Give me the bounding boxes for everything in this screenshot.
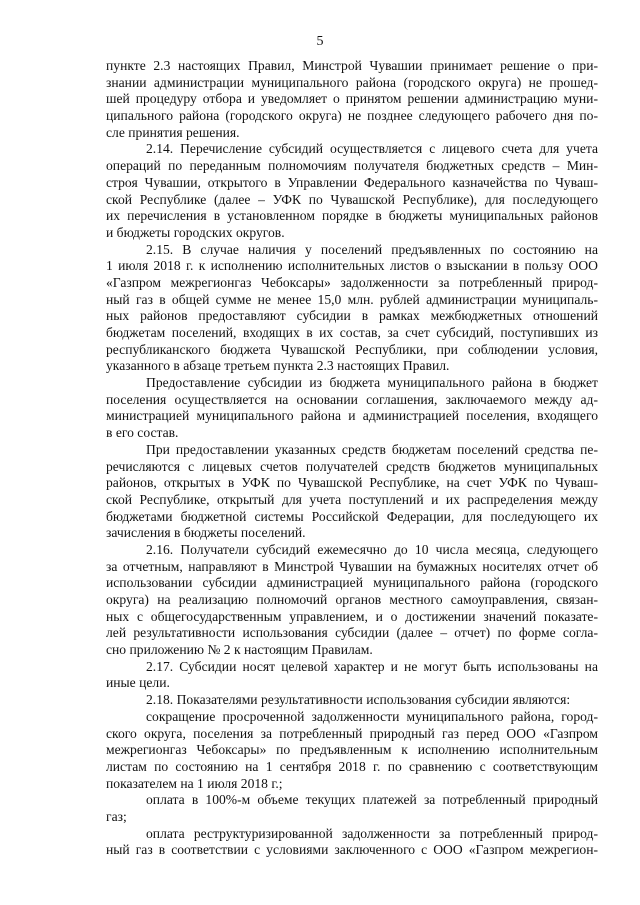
text-line: 2.16. Получатели субсидий ежемесячно до 10 числа месяца, следующего [146,541,598,557]
text-line: поселения осуществляется на основании соглашения, заключаемого между ад- [106,391,598,407]
text-line: сокращение просроченной задолженности муниципального района, город- [146,708,598,724]
text-line: ных с общегосударственным управлением, и о достижении значений показате- [106,608,598,624]
text-line: их перечисления в установленном порядке в бюджеты муниципальных районов [106,208,598,224]
text-line: операций по переданным полномочиям получателя бюджетных средств – Мин- [106,158,598,174]
text-line: оплата реструктуризированной задолженности за потребленный природ- [146,825,598,841]
text-line: строя Чувашии, открытого в Управлении Федерального казначейства по Чуваш- [106,174,598,190]
text-line: округа) на реализацию полномочий органов местного самоуправления, связан- [106,592,598,607]
text-line: Предоставление субсидии из бюджета муниципального района в бюджет [146,375,598,391]
text-line: листам по состоянию на 1 сентября 2018 г. по сравнению с соответствующим [106,758,598,774]
text-line: иные цели. [106,675,170,691]
text-line: оплата в 100%-м объеме текущих платежей за потребленный природный [146,792,598,808]
text-line: ный газ в соответствии с условиями заключенного с ООО «Газпром межрегион- [106,842,598,858]
text-line: При предоставлении указанных средств бюджетам поселений средства пе- [146,441,598,457]
text-line: 2.14. Перечисление субсидий осуществляется с лицевого счета для учета [146,141,598,157]
text-line: показателем на 1 июля 2018 г.; [106,775,283,791]
body-text [106,58,598,859]
text-line: ных районов предоставляют субсидии в рамках межбюджетных отношений [106,308,598,324]
text-line: министрацией муниципального района и администрацией поселения, входящего [106,408,598,424]
text-line: бюджетами бюджетной системы Российской Федерации, для последующего их [106,508,598,524]
text-line: межрегионгаз Чебоксары» по предъявленным к исполнению исполнительным [106,742,598,758]
text-line: пункте 2.3 настоящих Правил, Минстрой Чувашии принимает решение о при- [106,58,598,73]
text-line: лей результативности использования субсидии (далее – отчет) по форме согла- [106,625,598,641]
text-line: ской Республике, открытый для учета поступлений и их распределения между [106,491,598,507]
text-line: речисляются с лицевых счетов получателей средств бюджетов муниципальных [106,458,598,474]
text-line: сле принятия решения. [106,124,240,140]
text-line: ципального района (городского округа) не позднее следующего рабочего дня по- [106,108,598,124]
text-line: использовании субсидии администрацией муниципального района (городского [106,575,598,591]
text-line: знании администрации муниципального района (городского округа) не прошед- [106,74,598,90]
text-line: 2.15. В случае наличия у поселений предъявленных по состоянию на [146,241,598,257]
text-line: районов, открытых в УФК по Чувашской Республике, на счет УФК по Чуваш- [106,475,598,491]
text-line: 1 июля 2018 г. к исполнению исполнительных листов о взыскании в пользу ООО [106,258,598,274]
text-line: зачисления в бюджеты поселений. [106,525,306,541]
text-line: ского округа, поселения за потребленный природный газ перед ООО «Газпром [106,725,598,741]
text-line: ный газ в общей сумме не менее 15,0 млн. рублей администрации муниципаль- [106,291,598,307]
text-line: в его состав. [106,425,179,441]
text-line: за отчетным, направляют в Минстрой Чувашии на бумажных носителях отчет об [106,558,598,574]
text-line: бюджетам поселений, входящих в их состав, за счет субсидий, поступивших из [106,325,598,340]
text-line: сно приложению № 2 к настоящим Правилам. [106,642,373,658]
text-line: указанного в абзаце третьем пункта 2.3 настоящих Правил. [106,358,450,374]
text-line: ской Республике (далее – УФК по Чувашской Республике), для последующего [106,191,598,207]
text-line: шей процедуру отбора и уведомляет о принятом решении администрацию муни- [106,91,598,107]
text-line: «Газпром межрегионгаз Чебоксары» задолженности за потребленный природ- [106,274,598,290]
text-line: 2.18. Показателями результативности использования субсидии являются: [146,692,571,708]
text-line: республиканского бюджета Чувашской Республики, при соблюдении условия, [106,341,598,357]
page-number: 5 [316,34,324,49]
text-line: 2.17. Субсидии носят целевой характер и не могут быть использованы на [146,658,598,674]
text-line: газ; [106,808,127,824]
text-line: и бюджеты городских округов. [106,224,285,240]
